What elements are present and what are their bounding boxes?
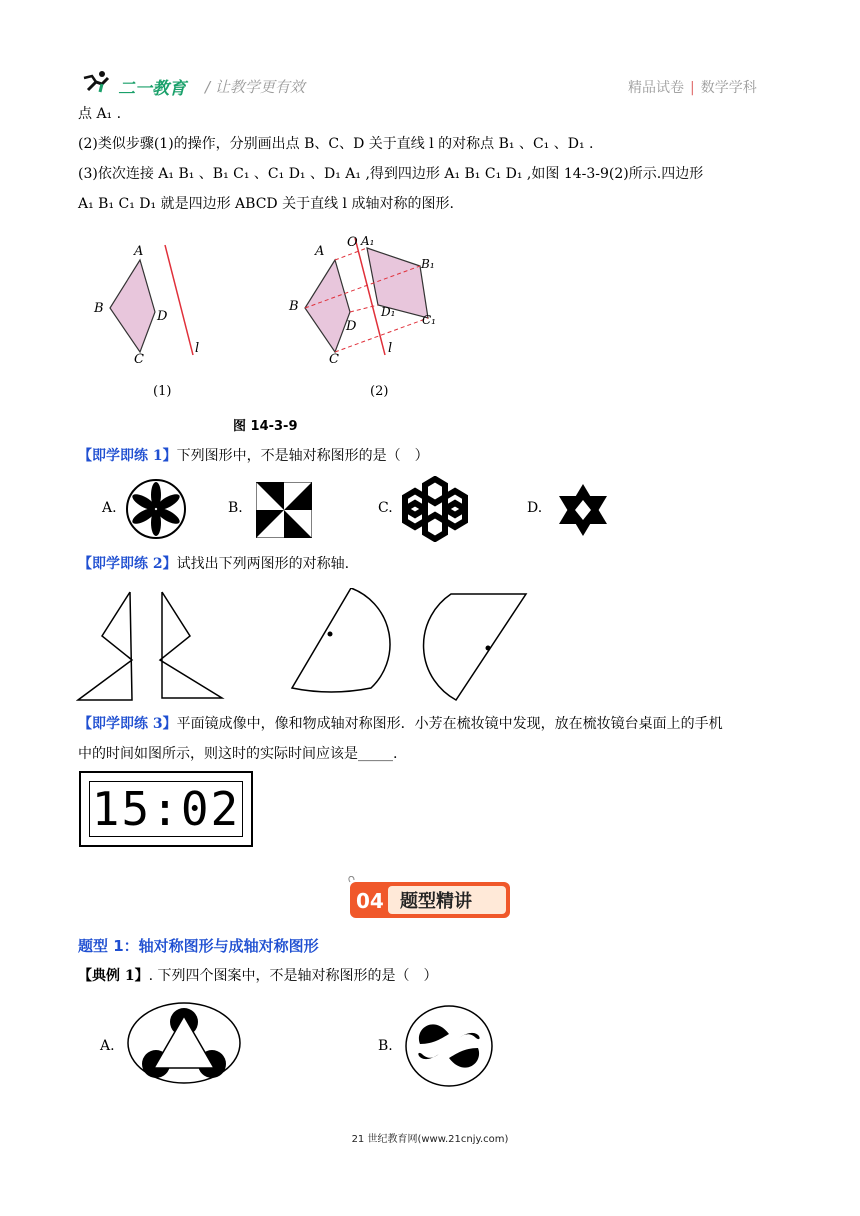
line-l-1 bbox=[165, 245, 193, 355]
p1-option-c-label: C. bbox=[378, 500, 393, 516]
label-c1: C₁ bbox=[422, 313, 436, 327]
clock-frame bbox=[79, 771, 253, 847]
header-right-right: 数学学科 bbox=[700, 80, 757, 96]
practice-3-line-2: 中的时间如图所示，则这时的实际时间应该是_____. bbox=[78, 746, 398, 762]
label-c-1: C bbox=[134, 352, 144, 367]
body-line-1: 点 A₁ . bbox=[78, 106, 122, 122]
clock-display: 15:02 bbox=[89, 781, 243, 837]
label-c-2: C bbox=[329, 352, 339, 367]
body-line-2: (2)类似步骤(1)的操作，分别画出点 B、C、D 关于直线 l 的对称点 B₁ 、C₁ 、D₁ . bbox=[78, 136, 594, 152]
p1-option-a-label: A. bbox=[102, 500, 117, 516]
quad-a1b1c1d1 bbox=[367, 248, 428, 318]
body-line-3: (3)依次连接 A₁ B₁ 、B₁ C₁ 、C₁ D₁ 、D₁ A₁ ,得到四边形 A₁ B₁ C₁ D₁ ,如图 14-3-9(2)所示.四边形 bbox=[78, 166, 704, 182]
practice-2-figures bbox=[76, 588, 536, 704]
practice-2-tag: 【即学即练 2】 bbox=[78, 556, 177, 572]
semicircle-2 bbox=[424, 594, 526, 700]
semicircle-1 bbox=[292, 588, 390, 692]
figure-caption: 图 14-3-9 bbox=[233, 419, 298, 434]
header-slogan: / 让教学更有效 bbox=[205, 78, 305, 96]
header-subject bbox=[628, 77, 757, 97]
badge-number: 04 bbox=[356, 889, 384, 913]
sub-caption-2: (2) bbox=[370, 384, 389, 399]
practice-1 bbox=[78, 446, 429, 466]
e1-option-b-label: B. bbox=[378, 1038, 393, 1054]
left-arrow-shape bbox=[78, 592, 132, 700]
footer: 21 世纪教育网(www.21cnjy.com) bbox=[351, 1134, 509, 1145]
e1-option-a-label: A. bbox=[100, 1038, 115, 1054]
practice-3-tag: 【即学即练 3】 bbox=[78, 716, 177, 732]
body-line-4: A₁ B₁ C₁ D₁ 就是四边形 ABCD 关于直线 l 成轴对称的图形. bbox=[78, 196, 454, 212]
label-b-2: B bbox=[289, 299, 299, 314]
label-l-2: l bbox=[388, 341, 393, 356]
section-badge bbox=[348, 876, 512, 920]
label-b-1: B bbox=[94, 301, 104, 316]
practice-2 bbox=[78, 554, 349, 574]
sub-caption-1: (1) bbox=[153, 384, 172, 399]
label-d1: D₁ bbox=[381, 305, 396, 319]
practice-3-text-1: 平面镜成像中，像和物成轴对称图形．小芳在梳妆镜中发现，放在梳妆镜台桌面上的手机 bbox=[176, 716, 723, 732]
star-of-david-icon bbox=[555, 482, 611, 538]
practice-2-text: 试找出下列两图形的对称轴. bbox=[176, 556, 350, 572]
p1-option-b-label: B. bbox=[228, 500, 243, 516]
example-1-tag: 【典例 1】 bbox=[78, 968, 149, 984]
label-a1: A₁ bbox=[361, 234, 375, 248]
practice-1-tag: 【即学即练 1】 bbox=[78, 448, 177, 464]
figure-14-3-9 bbox=[85, 230, 465, 440]
example-1-text: . 下列四个图案中，不是轴对称图形的是（ ） bbox=[148, 968, 438, 984]
p1-option-d-label: D. bbox=[527, 500, 543, 516]
swirl-circle-icon bbox=[404, 1004, 494, 1088]
label-d-1: D bbox=[157, 309, 168, 324]
badge-text: 题型精讲 bbox=[400, 891, 472, 912]
pinwheel-icon bbox=[256, 482, 312, 538]
label-l-1: l bbox=[195, 341, 200, 356]
practice-3-line-1 bbox=[78, 714, 723, 734]
logo-text: 二一教育 bbox=[118, 79, 186, 99]
label-o: O bbox=[347, 235, 358, 250]
hexagon-pattern-icon bbox=[402, 476, 468, 542]
header-right-left: 精品试卷 bbox=[628, 80, 684, 96]
flower-circle-icon bbox=[125, 478, 187, 540]
section-title: 题型 1：轴对称图形与成轴对称图形 bbox=[78, 937, 319, 955]
header-separator: | bbox=[690, 80, 695, 96]
quad-abcd-1 bbox=[110, 260, 155, 352]
label-a-1: A bbox=[134, 244, 144, 259]
logo-runner-icon bbox=[82, 70, 116, 94]
example-1 bbox=[78, 966, 438, 986]
right-arrow-shape bbox=[160, 592, 222, 698]
label-a-2: A bbox=[315, 244, 325, 259]
triangle-circle-icon bbox=[126, 1002, 242, 1084]
label-d-2: D bbox=[346, 319, 357, 334]
label-b1: B₁ bbox=[421, 257, 435, 271]
practice-1-text: 下列图形中，不是轴对称图形的是（ ） bbox=[176, 448, 429, 464]
